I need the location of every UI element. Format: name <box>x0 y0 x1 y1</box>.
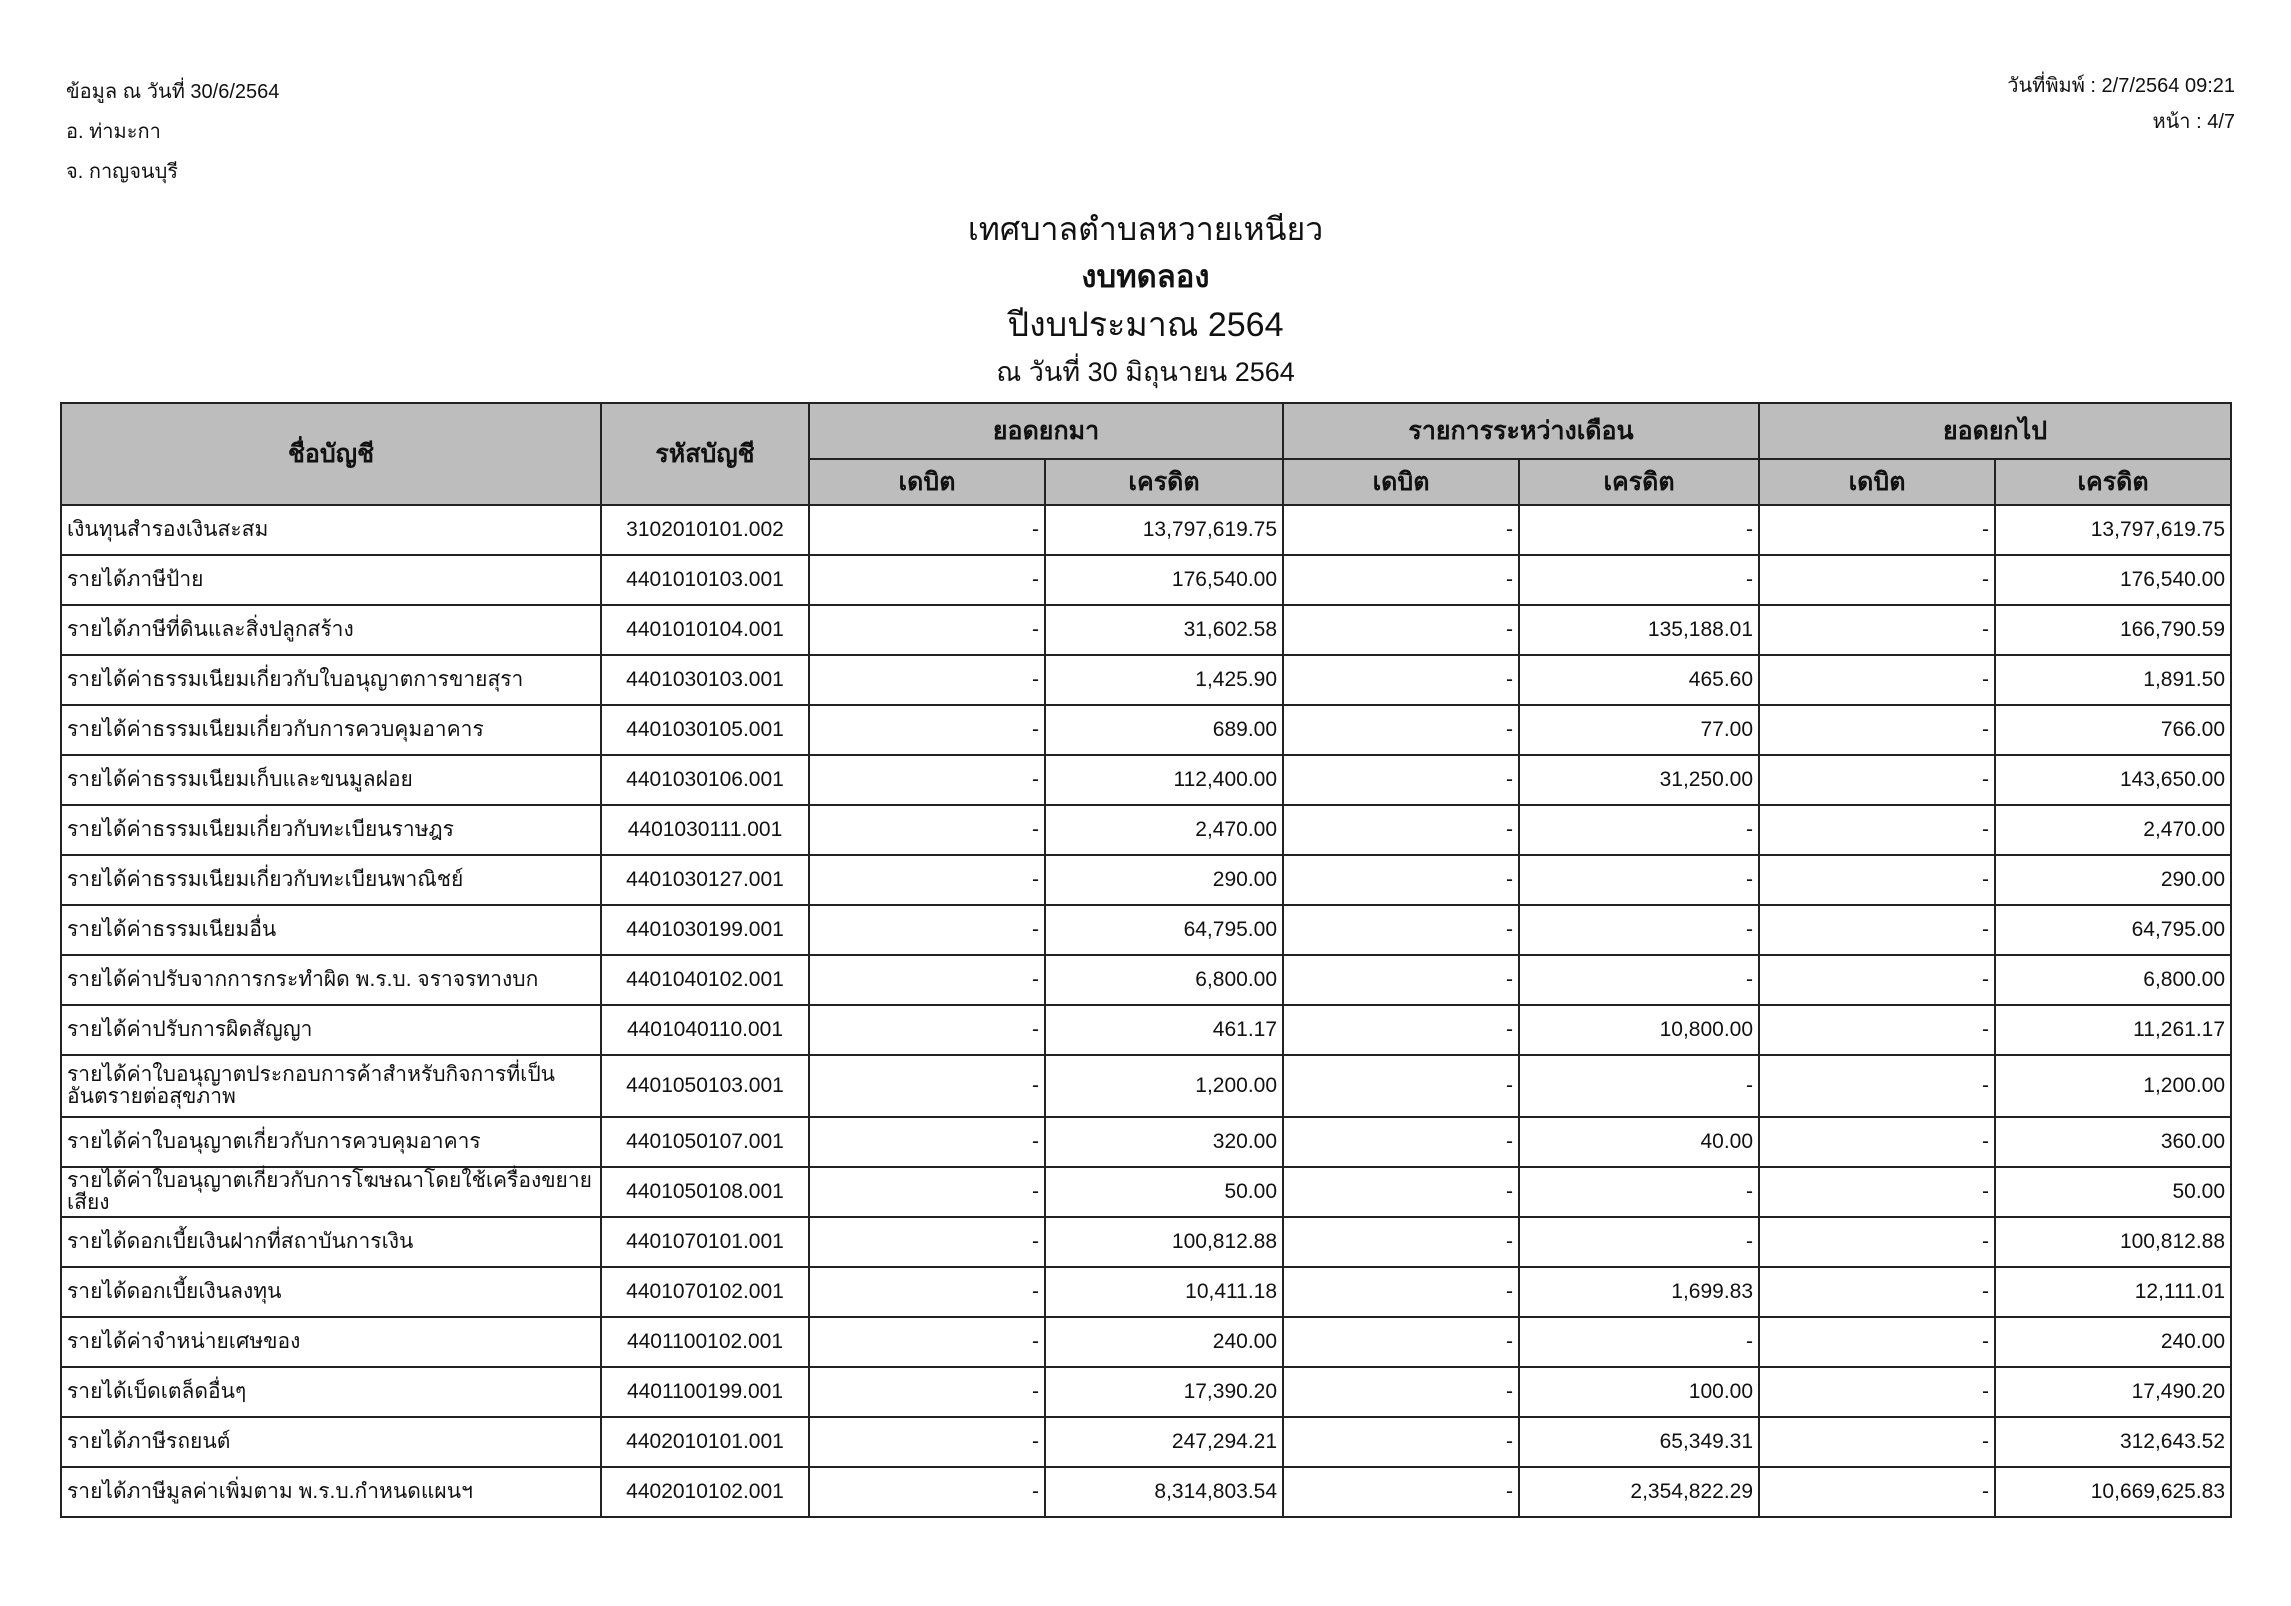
table-row <box>61 1417 2231 1467</box>
cf-debit-cell: - <box>1759 1467 1995 1517</box>
month-credit-cell: 40.00 <box>1519 1117 1759 1167</box>
account-name-cell: รายได้ค่าธรรมเนียมเกี่ยวกับใบอนุญาตการขายสุรา <box>61 655 601 705</box>
cf-debit-cell: - <box>1759 1267 1995 1317</box>
month-debit-cell: - <box>1283 805 1519 855</box>
account-name-cell: รายได้ค่าใบอนุญาตประกอบการค้าสำหรับกิจการที่เป็นอันตรายต่อสุขภาพ <box>61 1055 601 1117</box>
table-row <box>61 1005 2231 1055</box>
table-row <box>61 605 2231 655</box>
month-credit-cell: - <box>1519 1217 1759 1267</box>
account-code-cell: 4402010102.001 <box>601 1467 809 1517</box>
month-debit-cell: - <box>1283 955 1519 1005</box>
account-name-cell: รายได้ค่าใบอนุญาตเกี่ยวกับการโฆษณาโดยใช้เครื่องขยายเสียง <box>61 1167 601 1217</box>
cf-debit-cell: - <box>1759 705 1995 755</box>
col-header-account-name: ชื่อบัญชี <box>61 403 601 505</box>
bf-debit-cell: - <box>809 655 1045 705</box>
account-code-cell: 4401030105.001 <box>601 705 809 755</box>
cf-credit-cell: 11,261.17 <box>1995 1005 2231 1055</box>
month-debit-cell: - <box>1283 705 1519 755</box>
cf-debit-cell: - <box>1759 1317 1995 1367</box>
group-header-carried-forward: ยอดยกไป <box>1759 403 2231 459</box>
province-label: จ. กาญจนบุรี <box>66 161 179 183</box>
cf-credit-cell: 766.00 <box>1995 705 2231 755</box>
bf-credit-cell: 31,602.58 <box>1045 605 1283 655</box>
account-code-cell: 4401040102.001 <box>601 955 809 1005</box>
col-header-debit: เดบิต <box>1759 459 1995 505</box>
cf-credit-cell: 166,790.59 <box>1995 605 2231 655</box>
cf-debit-cell: - <box>1759 855 1995 905</box>
month-debit-cell: - <box>1283 1367 1519 1417</box>
account-code-cell: 4401030127.001 <box>601 855 809 905</box>
month-debit-cell: - <box>1283 1167 1519 1217</box>
cf-credit-cell: 312,643.52 <box>1995 1417 2231 1467</box>
cf-debit-cell: - <box>1759 905 1995 955</box>
account-code-cell: 4401010103.001 <box>601 555 809 605</box>
month-debit-cell: - <box>1283 1117 1519 1167</box>
account-code-cell: 4401030106.001 <box>601 755 809 805</box>
table-body <box>61 505 2231 1517</box>
col-header-account-code: รหัสบัญชี <box>601 403 809 505</box>
cf-credit-cell: 240.00 <box>1995 1317 2231 1367</box>
account-code-cell: 4401010104.001 <box>601 605 809 655</box>
bf-credit-cell: 50.00 <box>1045 1167 1283 1217</box>
account-code-cell: 4401030103.001 <box>601 655 809 705</box>
month-credit-cell: 2,354,822.29 <box>1519 1467 1759 1517</box>
col-header-credit: เครดิต <box>1045 459 1283 505</box>
account-code-cell: 4401050103.001 <box>601 1055 809 1117</box>
month-credit-cell: - <box>1519 955 1759 1005</box>
month-credit-cell: - <box>1519 505 1759 555</box>
month-credit-cell: 100.00 <box>1519 1367 1759 1417</box>
cf-debit-cell: - <box>1759 1217 1995 1267</box>
month-debit-cell: - <box>1283 1417 1519 1467</box>
report-meta <box>66 72 279 192</box>
account-name-cell: รายได้ภาษีที่ดินและสิ่งปลูกสร้าง <box>61 605 601 655</box>
bf-credit-cell: 17,390.20 <box>1045 1367 1283 1417</box>
month-debit-cell: - <box>1283 755 1519 805</box>
table-row <box>61 1167 2231 1217</box>
col-header-debit: เดบิต <box>1283 459 1519 505</box>
month-credit-cell: - <box>1519 1317 1759 1367</box>
group-header-brought-forward: ยอดยกมา <box>809 403 1283 459</box>
cf-credit-cell: 2,470.00 <box>1995 805 2231 855</box>
fiscal-year: ปีงบประมาณ 2564 <box>1007 306 1284 344</box>
month-credit-cell: 135,188.01 <box>1519 605 1759 655</box>
print-date: วันที่พิมพ์ : 2/7/2564 09:21 <box>2007 75 2235 97</box>
account-code-cell: 4401070101.001 <box>601 1217 809 1267</box>
bf-credit-cell: 689.00 <box>1045 705 1283 755</box>
table-row <box>61 905 2231 955</box>
table-row <box>61 1267 2231 1317</box>
bf-credit-cell: 176,540.00 <box>1045 555 1283 605</box>
cf-debit-cell: - <box>1759 1005 1995 1055</box>
col-header-credit: เครดิต <box>1519 459 1759 505</box>
table-row <box>61 655 2231 705</box>
report-title: งบทดลอง <box>1081 259 1210 294</box>
month-debit-cell: - <box>1283 655 1519 705</box>
cf-credit-cell: 17,490.20 <box>1995 1367 2231 1417</box>
bf-debit-cell: - <box>809 1217 1045 1267</box>
bf-credit-cell: 6,800.00 <box>1045 955 1283 1005</box>
account-code-cell: 4402010101.001 <box>601 1417 809 1467</box>
cf-credit-cell: 360.00 <box>1995 1117 2231 1167</box>
cf-debit-cell: - <box>1759 605 1995 655</box>
table-row <box>61 755 2231 805</box>
month-debit-cell: - <box>1283 1467 1519 1517</box>
month-credit-cell: 1,699.83 <box>1519 1267 1759 1317</box>
cf-debit-cell: - <box>1759 1055 1995 1117</box>
account-name-cell: เงินทุนสำรองเงินสะสม <box>61 505 601 555</box>
cf-debit-cell: - <box>1759 1167 1995 1217</box>
bf-debit-cell: - <box>809 955 1045 1005</box>
account-name-cell: รายได้เบ็ดเตล็ดอื่นๆ <box>61 1367 601 1417</box>
account-name-cell: รายได้ภาษีมูลค่าเพิ่มตาม พ.ร.บ.กำหนดแผนฯ <box>61 1467 601 1517</box>
account-name-cell: รายได้ภาษีรถยนต์ <box>61 1417 601 1467</box>
data-as-of-date: ข้อมูล ณ วันที่ 30/6/2564 <box>66 81 280 103</box>
account-name-cell: รายได้ค่าปรับจากการกระทำผิด พ.ร.บ. จราจรทางบก <box>61 955 601 1005</box>
cf-credit-cell: 143,650.00 <box>1995 755 2231 805</box>
bf-debit-cell: - <box>809 1367 1045 1417</box>
table-row <box>61 955 2231 1005</box>
cf-debit-cell: - <box>1759 655 1995 705</box>
table-row <box>61 1467 2231 1517</box>
bf-debit-cell: - <box>809 855 1045 905</box>
month-credit-cell: - <box>1519 905 1759 955</box>
cf-debit-cell: - <box>1759 805 1995 855</box>
month-credit-cell: - <box>1519 555 1759 605</box>
account-code-cell: 4401030199.001 <box>601 905 809 955</box>
month-credit-cell: - <box>1519 1167 1759 1217</box>
bf-credit-cell: 13,797,619.75 <box>1045 505 1283 555</box>
account-name-cell: รายได้ค่าธรรมเนียมอื่น <box>61 905 601 955</box>
as-of-date: ณ วันที่ 30 มิถุนายน 2564 <box>996 357 1295 387</box>
cf-credit-cell: 64,795.00 <box>1995 905 2231 955</box>
month-credit-cell: - <box>1519 855 1759 905</box>
bf-credit-cell: 112,400.00 <box>1045 755 1283 805</box>
bf-credit-cell: 290.00 <box>1045 855 1283 905</box>
bf-credit-cell: 1,425.90 <box>1045 655 1283 705</box>
month-credit-cell: - <box>1519 1055 1759 1117</box>
account-name-cell: รายได้ดอกเบี้ยเงินลงทุน <box>61 1267 601 1317</box>
bf-credit-cell: 100,812.88 <box>1045 1217 1283 1267</box>
trial-balance-table <box>60 402 2232 1518</box>
account-name-cell: รายได้ค่าปรับการผิดสัญญา <box>61 1005 601 1055</box>
bf-debit-cell: - <box>809 605 1045 655</box>
district-label: อ. ท่ามะกา <box>66 121 161 143</box>
month-credit-cell: 77.00 <box>1519 705 1759 755</box>
bf-credit-cell: 240.00 <box>1045 1317 1283 1367</box>
table-row <box>61 1117 2231 1167</box>
cf-credit-cell: 100,812.88 <box>1995 1217 2231 1267</box>
col-header-credit: เครดิต <box>1995 459 2231 505</box>
bf-debit-cell: - <box>809 1117 1045 1167</box>
month-debit-cell: - <box>1283 605 1519 655</box>
cf-credit-cell: 6,800.00 <box>1995 955 2231 1005</box>
cf-credit-cell: 176,540.00 <box>1995 555 2231 605</box>
month-debit-cell: - <box>1283 1005 1519 1055</box>
cf-credit-cell: 50.00 <box>1995 1167 2231 1217</box>
page-number: หน้า : 4/7 <box>2152 111 2235 133</box>
cf-credit-cell: 10,669,625.83 <box>1995 1467 2231 1517</box>
bf-debit-cell: - <box>809 1055 1045 1117</box>
account-code-cell: 4401050108.001 <box>601 1167 809 1217</box>
group-header-monthly: รายการระหว่างเดือน <box>1283 403 1759 459</box>
bf-debit-cell: - <box>809 1417 1045 1467</box>
account-name-cell: รายได้ค่าธรรมเนียมเก็บและขนมูลฝอย <box>61 755 601 805</box>
cf-debit-cell: - <box>1759 1417 1995 1467</box>
cf-credit-cell: 13,797,619.75 <box>1995 505 2231 555</box>
account-code-cell: 4401050107.001 <box>601 1117 809 1167</box>
bf-debit-cell: - <box>809 1467 1045 1517</box>
table-row <box>61 555 2231 605</box>
month-debit-cell: - <box>1283 905 1519 955</box>
cf-debit-cell: - <box>1759 955 1995 1005</box>
col-header-debit: เดบิต <box>809 459 1045 505</box>
bf-credit-cell: 320.00 <box>1045 1117 1283 1167</box>
bf-debit-cell: - <box>809 1167 1045 1217</box>
month-credit-cell: 465.60 <box>1519 655 1759 705</box>
month-debit-cell: - <box>1283 505 1519 555</box>
month-debit-cell: - <box>1283 555 1519 605</box>
cf-credit-cell: 1,891.50 <box>1995 655 2231 705</box>
account-code-cell: 4401100102.001 <box>601 1317 809 1367</box>
bf-debit-cell: - <box>809 1267 1045 1317</box>
account-name-cell: รายได้ค่าจำหน่ายเศษของ <box>61 1317 601 1367</box>
account-code-cell: 3102010101.002 <box>601 505 809 555</box>
table-row <box>61 705 2231 755</box>
bf-credit-cell: 1,200.00 <box>1045 1055 1283 1117</box>
bf-debit-cell: - <box>809 805 1045 855</box>
month-credit-cell: 10,800.00 <box>1519 1005 1759 1055</box>
cf-debit-cell: - <box>1759 755 1995 805</box>
month-debit-cell: - <box>1283 1055 1519 1117</box>
bf-debit-cell: - <box>809 705 1045 755</box>
account-name-cell: รายได้ค่าธรรมเนียมเกี่ยวกับการควบคุมอาคาร <box>61 705 601 755</box>
month-credit-cell: 31,250.00 <box>1519 755 1759 805</box>
account-name-cell: รายได้ค่าใบอนุญาตเกี่ยวกับการควบคุมอาคาร <box>61 1117 601 1167</box>
table-row <box>61 1317 2231 1367</box>
table-row <box>61 855 2231 905</box>
report-titles <box>0 204 2291 394</box>
bf-debit-cell: - <box>809 755 1045 805</box>
table-row <box>61 1055 2231 1117</box>
bf-credit-cell: 10,411.18 <box>1045 1267 1283 1317</box>
month-credit-cell: 65,349.31 <box>1519 1417 1759 1467</box>
bf-credit-cell: 247,294.21 <box>1045 1417 1283 1467</box>
cf-credit-cell: 1,200.00 <box>1995 1055 2231 1117</box>
bf-debit-cell: - <box>809 1317 1045 1367</box>
month-debit-cell: - <box>1283 1217 1519 1267</box>
cf-debit-cell: - <box>1759 555 1995 605</box>
bf-debit-cell: - <box>809 1005 1045 1055</box>
month-credit-cell: - <box>1519 805 1759 855</box>
table-row <box>61 505 2231 555</box>
cf-credit-cell: 290.00 <box>1995 855 2231 905</box>
month-debit-cell: - <box>1283 1267 1519 1317</box>
bf-credit-cell: 2,470.00 <box>1045 805 1283 855</box>
month-debit-cell: - <box>1283 855 1519 905</box>
month-debit-cell: - <box>1283 1317 1519 1367</box>
cf-debit-cell: - <box>1759 1117 1995 1167</box>
account-code-cell: 4401100199.001 <box>601 1367 809 1417</box>
account-code-cell: 4401040110.001 <box>601 1005 809 1055</box>
organization-name: เทศบาลตำบลหวายเหนียว <box>967 211 1324 247</box>
table-row <box>61 805 2231 855</box>
account-name-cell: รายได้ค่าธรรมเนียมเกี่ยวกับทะเบียนพาณิชย์ <box>61 855 601 905</box>
print-meta <box>2007 68 2235 140</box>
bf-credit-cell: 64,795.00 <box>1045 905 1283 955</box>
table-row <box>61 1367 2231 1417</box>
account-name-cell: รายได้ภาษีป้าย <box>61 555 601 605</box>
bf-credit-cell: 8,314,803.54 <box>1045 1467 1283 1517</box>
bf-debit-cell: - <box>809 555 1045 605</box>
cf-debit-cell: - <box>1759 1367 1995 1417</box>
account-name-cell: รายได้ค่าธรรมเนียมเกี่ยวกับทะเบียนราษฎร <box>61 805 601 855</box>
bf-credit-cell: 461.17 <box>1045 1005 1283 1055</box>
bf-debit-cell: - <box>809 505 1045 555</box>
bf-debit-cell: - <box>809 905 1045 955</box>
account-code-cell: 4401070102.001 <box>601 1267 809 1317</box>
account-code-cell: 4401030111.001 <box>601 805 809 855</box>
table-row <box>61 1217 2231 1267</box>
cf-credit-cell: 12,111.01 <box>1995 1267 2231 1317</box>
account-name-cell: รายได้ดอกเบี้ยเงินฝากที่สถาบันการเงิน <box>61 1217 601 1267</box>
cf-debit-cell: - <box>1759 505 1995 555</box>
